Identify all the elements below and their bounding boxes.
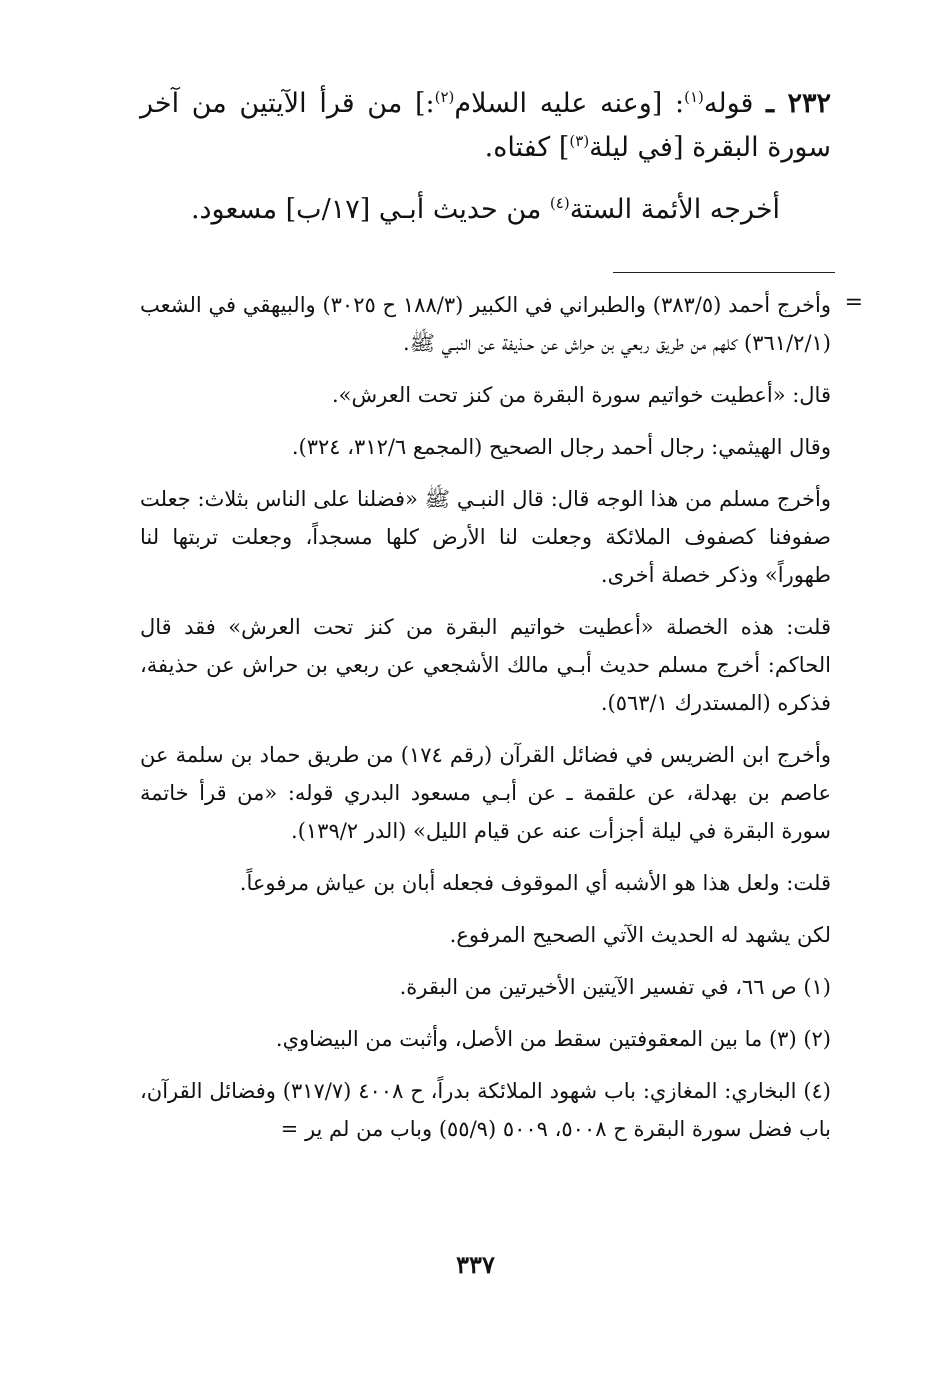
continuation-mark: =: [844, 290, 863, 315]
note-paragraph: وأخرج أحمد (٣٨٣/٥) والطبراني في الكبير (١٨٨/٣ ح ٣٠٢٥) والبيهقي في الشعب (٣٦١/٢/١) كلهم من طريق ربعي بن حراش عن حـذيفة عن النبـي ﷺ.: [140, 293, 832, 355]
takhrij-line: [140, 188, 831, 232]
note-paragraph: قلت: ولعل هذا هو الأشبه أي الموقوف فجعله أبان بن عياش مرفوعاً.: [239, 871, 831, 895]
note-paragraph: لكن يشهد له الحديث الآتي الصحيح المرفوع.: [449, 923, 831, 947]
hadith-entry: [140, 82, 831, 170]
main-text: [140, 82, 831, 250]
takhrij-text: أخرجه الأئمة الستة: [569, 194, 781, 225]
footnote-4: (٤) البخاري: المغازي: باب شهود الملائكة بدراً، ح ٤٠٠٨ (٣١٧/٧) وفضائل القرآن، باب فضل سورة البقرة ح ٥٠٠٨، ٥٠٠٩ (٥٥/٩) وباب من لم ير =: [140, 1079, 831, 1141]
note-paragraph: قال: «أعطيت خواتيم سورة البقرة من كنز تحت العرش».: [331, 383, 831, 407]
page-number: ٣٣٧: [456, 1250, 495, 1279]
footnote-1: (١) ص ٦٦، في تفسير الآيتين الأخيرتين من البقرة.: [399, 975, 831, 999]
footnotes-area: [140, 286, 831, 1162]
entry-text-part: :] من قرأ الآيتين من آخر سورة البقرة [في ليلة: [140, 88, 831, 163]
footnote-2-3: (٢) (٣) ما بين المعقوفتين سقط من الأصل، وأثبت من البيضاوي.: [275, 1027, 831, 1051]
entry-text-part: قوله: [703, 88, 754, 119]
footnote-ref: (١): [684, 88, 704, 106]
note-paragraph: وأخرج مسلم من هذا الوجه قال: قال النبـي ﷺ «فضلنا على الناس بثلاث: جعلت صفوفنا كصفوف الملائكة وجعلت لنا الأرض كلها مسجداً، وجعلت تربتها لنا طهوراً» وذكر خصلة أخرى.: [140, 487, 831, 587]
footnote-separator: [613, 272, 835, 273]
footnote-ref: (٢): [434, 88, 455, 106]
takhrij-text: من حديث أبـي [١٧/ب] مسعود.: [190, 194, 550, 225]
entry-number: ٢٣٢ ـ: [766, 88, 832, 119]
note-paragraph: وأخرج ابن الضريس في فضائل القرآن (رقم ١٧٤) من طريق حماد بن سلمة عن عاصم بن بهدلة، عن علقمة ـ عن أبـي مسعود البدري قوله: «من قرأ خاتمة سورة البقرة في ليلة أجزأت عنه عن قيام الليل» (الدر ١٣٩/٢).: [140, 743, 831, 843]
note-paragraph: قلت: هذه الخصلة «أعطيت خواتيم البقرة من كنز تحت العرش» فقد قال الحاكم: أخرج مسلم حديث أبـي مالك الأشجعي عن ربعي بن حراش عن حذيفة، فذكره (المستدرك ٥٦٣/١).: [140, 615, 831, 715]
entry-text-part: ] كفتاه.: [484, 132, 570, 163]
footnote-ref: (٤): [549, 194, 570, 212]
entry-text-part: : [وعنه عليه السلام: [454, 88, 685, 119]
note-paragraph: وقال الهيثمي: رجال أحمد رجال الصحيح (المجمع ٣١٢/٦، ٣٢٤).: [291, 435, 831, 459]
footnote-ref: (٣): [569, 132, 590, 150]
